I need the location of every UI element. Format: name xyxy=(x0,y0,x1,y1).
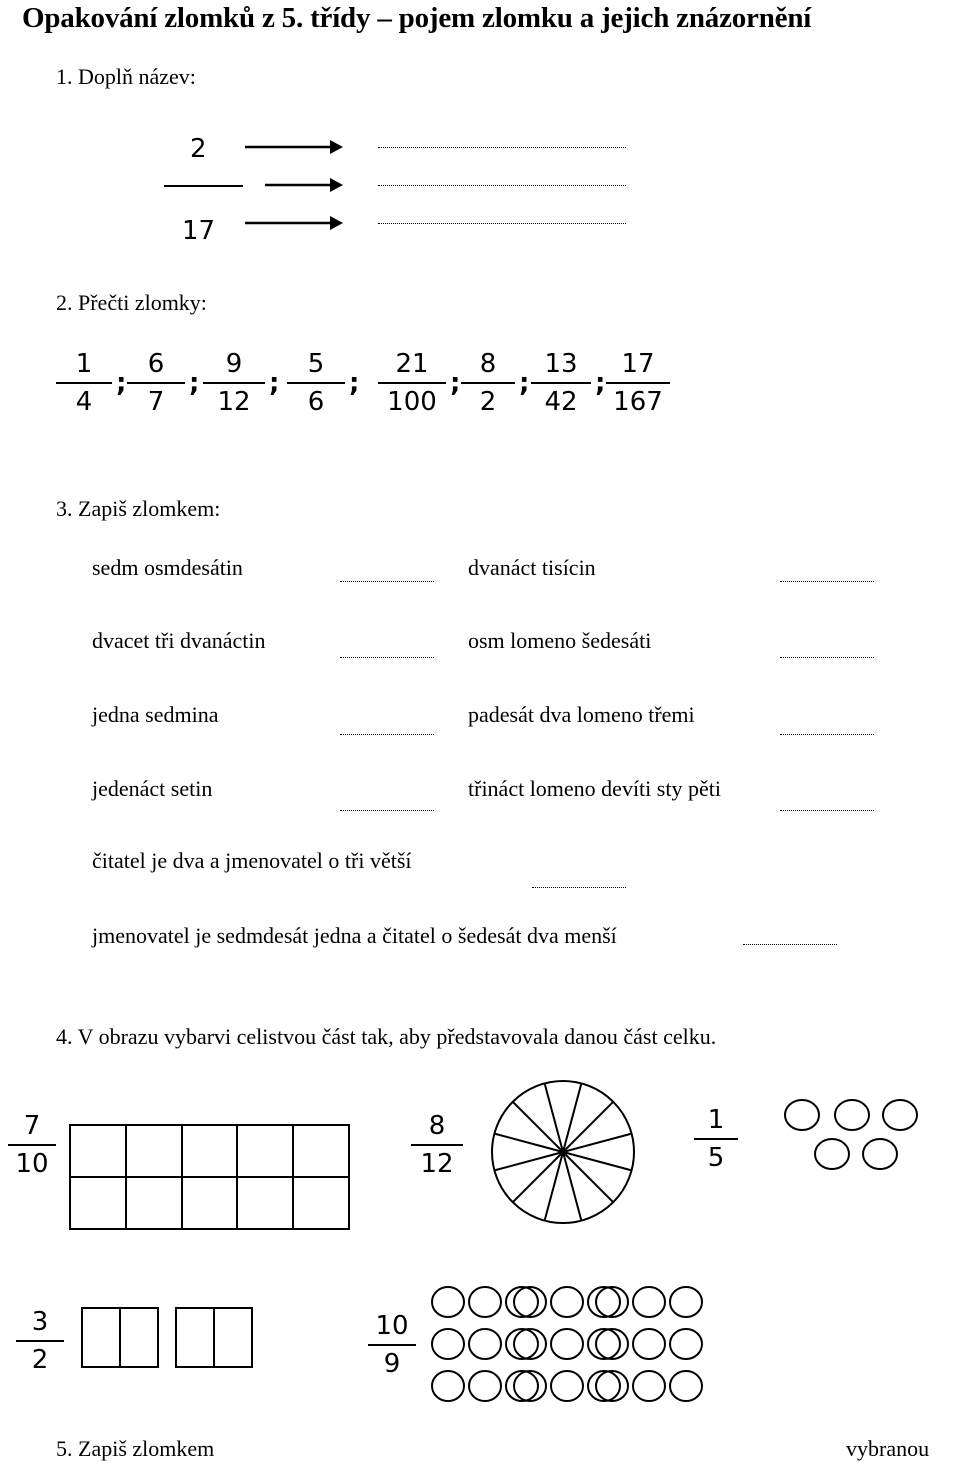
numerator: 6 xyxy=(147,349,165,379)
numerator: 1 xyxy=(707,1105,725,1135)
circle-shape[interactable] xyxy=(469,1287,501,1317)
q3-right-item: třináct lomeno devíti sty pěti xyxy=(468,776,721,801)
q3-right-item: osm lomeno šedesáti xyxy=(468,628,652,653)
separator: ; xyxy=(450,368,461,398)
denominator: 5 xyxy=(707,1143,725,1173)
arrow-icon xyxy=(245,140,343,154)
q3-left-item: dvacet tři dvanáctin xyxy=(92,628,266,653)
circles-groups-9[interactable] xyxy=(432,1287,702,1401)
q2-label: 2. Přečti zlomky: xyxy=(56,290,207,315)
numerator: 13 xyxy=(544,349,578,379)
circle-shape[interactable] xyxy=(670,1287,702,1317)
circle-shape[interactable] xyxy=(670,1329,702,1359)
rectangles-halves[interactable] xyxy=(82,1308,252,1367)
circle-shape[interactable] xyxy=(633,1329,665,1359)
circle-shape[interactable] xyxy=(469,1329,501,1359)
numerator: 9 xyxy=(225,349,243,379)
arrow-icon xyxy=(265,178,343,192)
circle-shape[interactable] xyxy=(633,1371,665,1401)
denominator: 6 xyxy=(307,387,325,417)
denominator: 9 xyxy=(383,1349,401,1379)
denominator: 7 xyxy=(147,387,165,417)
circle-shape[interactable] xyxy=(514,1329,546,1359)
denominator: 12 xyxy=(217,387,251,417)
denominator: 10 xyxy=(15,1149,49,1179)
denominator: 100 xyxy=(387,387,437,417)
q3-right-item: dvanáct tisícin xyxy=(468,555,596,580)
separator: ; xyxy=(595,368,606,398)
q3-right-item: padesát dva lomeno třemi xyxy=(468,702,695,727)
numerator: 10 xyxy=(375,1311,409,1341)
separator: ; xyxy=(519,368,530,398)
separator: ; xyxy=(189,368,200,398)
denominator: 42 xyxy=(544,387,578,417)
grid-5x2[interactable] xyxy=(70,1125,349,1229)
circle-shape[interactable] xyxy=(506,1287,538,1317)
circle-shape[interactable] xyxy=(633,1287,665,1317)
circle-shape[interactable] xyxy=(514,1287,546,1317)
numerator: 7 xyxy=(23,1111,41,1141)
circle-shape[interactable] xyxy=(596,1329,628,1359)
circle-shape[interactable] xyxy=(469,1371,501,1401)
q3-left-item: jedna sedmina xyxy=(92,702,219,727)
q3-line6: jmenovatel je sedmdesát jedna a čitatel o šedesát dva menší xyxy=(92,923,617,948)
denominator: 2 xyxy=(479,387,497,417)
circle-shape[interactable] xyxy=(514,1371,546,1401)
arrow-icon xyxy=(245,216,343,230)
numerator: 3 xyxy=(31,1307,49,1337)
separator: ; xyxy=(349,368,360,398)
page-title: Opakování zlomků z 5. třídy – pojem zlomku a jejich znázornění xyxy=(22,2,812,34)
circle-shape[interactable] xyxy=(596,1371,628,1401)
q3-line5: čitatel je dva a jmenovatel o tři větší xyxy=(92,848,412,873)
q3-left-item: sedm osmdesátin xyxy=(92,555,243,580)
q3-label: 3. Zapiš zlomkem: xyxy=(56,496,221,521)
circle-shape[interactable] xyxy=(588,1329,620,1359)
separator: ; xyxy=(116,368,127,398)
circle-shape[interactable] xyxy=(432,1287,464,1317)
denominator: 2 xyxy=(31,1345,49,1375)
denominator: 12 xyxy=(420,1149,454,1179)
q5-label: 5. Zapiš zlomkem xyxy=(56,1436,215,1461)
q1-label: 1. Doplň název: xyxy=(56,64,196,89)
circle-shape[interactable] xyxy=(551,1371,583,1401)
circle-shape[interactable] xyxy=(432,1329,464,1359)
denominator: 167 xyxy=(613,387,663,417)
q4-label: 4. V obrazu vybarvi celistvou část tak, aby představovala danou část celku. xyxy=(56,1024,717,1049)
circle-shape[interactable] xyxy=(670,1371,702,1401)
circle-12-sectors[interactable] xyxy=(492,1081,634,1223)
denominator: 4 xyxy=(75,387,93,417)
circle-shape[interactable] xyxy=(588,1371,620,1401)
circle-shape[interactable] xyxy=(596,1287,628,1317)
numerator: 21 xyxy=(395,349,429,379)
circles-group-5[interactable] xyxy=(785,1100,917,1169)
q5-right-text: vybranou xyxy=(846,1436,930,1461)
numerator: 1 xyxy=(75,349,93,379)
circle-shape[interactable] xyxy=(506,1371,538,1401)
q1-numerator: 2 xyxy=(190,134,207,164)
circle-shape[interactable] xyxy=(551,1329,583,1359)
q1-denominator: 17 xyxy=(182,216,216,246)
circle-shape[interactable] xyxy=(506,1329,538,1359)
q3-left-item: jedenáct setin xyxy=(92,776,213,801)
numerator: 8 xyxy=(428,1111,446,1141)
circle-shape[interactable] xyxy=(432,1371,464,1401)
circle-shape[interactable] xyxy=(588,1287,620,1317)
numerator: 8 xyxy=(479,349,497,379)
numerator: 17 xyxy=(621,349,655,379)
numerator: 5 xyxy=(307,349,325,379)
circle-shape[interactable] xyxy=(551,1287,583,1317)
separator: ; xyxy=(269,368,280,398)
